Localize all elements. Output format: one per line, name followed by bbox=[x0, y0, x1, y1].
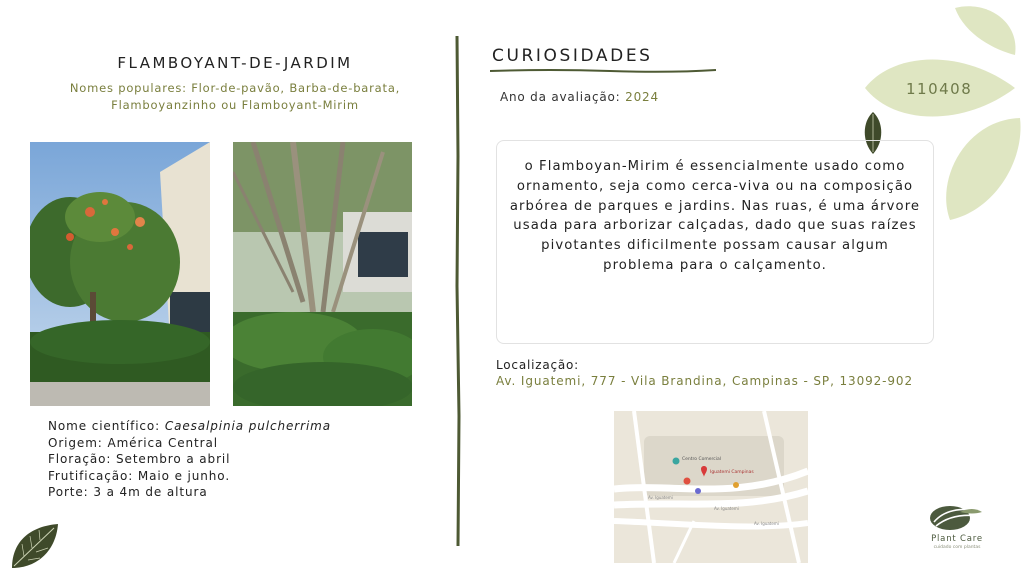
map-label-1: Iguatemi Campinas bbox=[710, 470, 754, 475]
plant-facts bbox=[48, 418, 331, 501]
evaluation-year bbox=[500, 90, 659, 104]
section-title: CURIOSIDADES bbox=[492, 46, 653, 66]
leaf-icon bbox=[8, 520, 60, 572]
fruiting: Frutificação: Maio e junho. bbox=[48, 468, 231, 483]
curiosity-card bbox=[496, 140, 934, 344]
logo-name: Plant Care bbox=[931, 534, 983, 544]
title-underline bbox=[490, 66, 716, 74]
location-label: Localização: bbox=[496, 358, 580, 372]
location-address[interactable]: Av. Iguatemi, 777 - Vila Brandina, Campinas - SP, 13092-902 bbox=[496, 374, 914, 388]
curiosity-text: o Flamboyan-Mirim é essencialmente usado como ornamento, seja como cerca-viva ou na composição arbórea de parques e jardins. Nas ruas, é uma árvore usada para arborizar calçadas, dado que suas raízes pivotantes dificilmente possam causar algum problema para o calçamento. bbox=[509, 159, 921, 273]
evaluation-year-label: Ano da avaliação: bbox=[500, 90, 626, 104]
popular-names-line-1: Nomes populares: Flor-de-pavão, Barba-de-barata, bbox=[69, 81, 401, 95]
plant-title: FLAMBOYANT-DE-JARDIM bbox=[117, 54, 353, 72]
evaluation-year-value: 2024 bbox=[625, 90, 659, 104]
size: Porte: 3 a 4m de altura bbox=[48, 485, 208, 499]
map-label-4: Av. Iguatemi bbox=[754, 521, 779, 526]
location-map[interactable] bbox=[614, 411, 808, 563]
plant-code: 110408 bbox=[906, 80, 973, 98]
plant-care-logo bbox=[920, 500, 994, 556]
plant-photo-1 bbox=[30, 142, 210, 406]
logo-tagline: cuidado com plantas bbox=[933, 545, 981, 550]
map-label-0: Centro Comercial bbox=[682, 457, 721, 462]
popular-names bbox=[40, 80, 430, 114]
flowering: Floração: Setembro a abril bbox=[48, 452, 231, 466]
scientific-name bbox=[48, 418, 331, 435]
vertical-divider bbox=[454, 36, 462, 546]
plant-care-logo-icon bbox=[920, 500, 994, 534]
map-label-2: Av. Iguatemi bbox=[648, 495, 673, 500]
scientific-name-label: Nome científico: bbox=[48, 419, 165, 433]
popular-names-line-2: Flamboyanzinho ou Flamboyant-Mirim bbox=[111, 98, 359, 112]
origin: Origem: América Central bbox=[48, 435, 218, 450]
plant-photo-2 bbox=[233, 142, 412, 406]
map-label-3: Av. Iguatemi bbox=[714, 506, 739, 511]
scientific-name-value: Caesalpinia pulcherrima bbox=[164, 419, 332, 433]
